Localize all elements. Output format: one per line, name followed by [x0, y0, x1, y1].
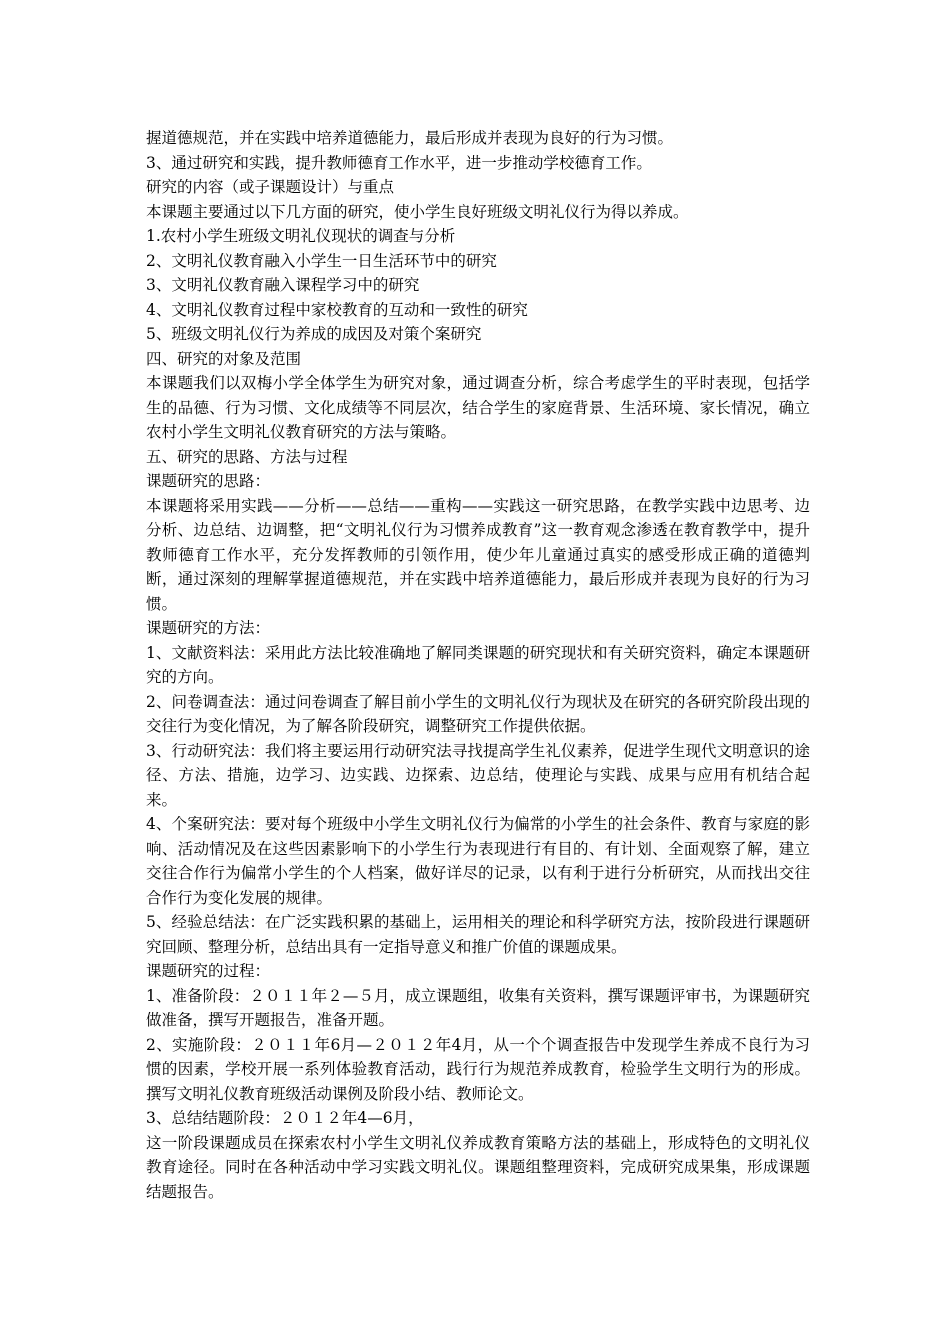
content-item-1: 1.农村小学生班级文明礼仪现状的调查与分析	[146, 227, 456, 245]
process-item-1: 1、准备阶段：２０１１年２—５月，成立课题组，收集有关资料，撰写课题评审书，为课题研究做准备，撰写开题报告，准备开题。	[146, 986, 810, 1029]
method-item-2: 2、问卷调查法：通过问卷调查了解目前小学生的文明礼仪行为现状及在研究的各研究阶段出现的交往行为变化情况，为了解各阶段研究，调整研究工作提供依据。	[146, 692, 810, 735]
objective-item-3: 3、通过研究和实践，提升教师德育工作水平，进一步推动学校德育工作。	[146, 153, 652, 172]
process-item-3: 3、总结结题阶段：２０１２年4—6月，	[146, 1109, 424, 1127]
section-heading-objects: 四、研究的对象及范围	[146, 349, 302, 368]
method-item-4: 4、个案研究法：要对每个班级中小学生文明礼仪行为偏常的小学生的社会条件、教育与家庭的影响、活动情况及在这些因素影响下的小学生行为表现进行有目的、有计划、全面观察了解，建立交往合作行为偏常小学生的个人档案，做好详尽的记录，以有利于进行分析研究，从而找出交往合作行为变化发展的规律。	[146, 815, 810, 907]
objects-paragraph: 本课题我们以双梅小学全体学生为研究对象，通过调查分析，综合考虑学生的平时表现，包括学生的品德、行为习惯、文化成绩等不同层次，结合学生的家庭背景、生活环境、家长情况，确立农村小学生文明礼仪教育研究的方法与策略。	[146, 374, 810, 441]
content-item-5: 5、班级文明礼仪行为养成的成因及对策个案研究	[146, 325, 482, 343]
content-item-2: 2、文明礼仪教育融入小学生一日生活环节中的研究	[146, 251, 497, 270]
subheading-process: 课题研究的过程：	[146, 962, 271, 980]
method-item-1: 1、文献资料法：采用此方法比较准确地了解同类课题的研究现状和有关研究资料，确定本课题研究的方向。	[146, 643, 810, 686]
section-heading-content: 研究的内容（或子课题设计）与重点	[146, 178, 395, 196]
process-conclusion: 这一阶段课题成员在探索农村小学生文明礼仪养成教育策略方法的基础上，形成特色的文明礼仪教育途径。同时在各种活动中学习实践文明礼仪。课题组整理资料，完成研究成果集，形成课题结题报告。	[146, 1133, 810, 1201]
process-item-2: 2、实施阶段：２０１１年6月—２０１２年4月，从一个个调查报告中发现学生养成不良行为习惯的因素，学校开展一系列体验教育活动，践行行为规范养成教育，检验学生文明行为的形成。撰写文明礼仪教育班级活动课例及阶段小结、教师论文。	[146, 1035, 810, 1103]
subheading-approach: 课题研究的思路：	[146, 472, 271, 490]
approach-paragraph: 本课题将采用实践——分析——总结——重构——实践这一研究思路，在教学实践中边思考、边分析、边总结、边调整，把“文明礼仪行为习惯养成教育”这一教育观念渗透在教育教学中，提升教师德育工作水平，充分发挥教师的引领作用，使少年儿童通过真实的感受形成正确的道德判断，通过深刻的理解掌握道德规范，并在实践中培养道德能力，最后形成并表现为良好的行为习惯。	[146, 496, 810, 613]
section-heading-methods: 五、研究的思路、方法与过程	[146, 447, 348, 466]
document-page	[146, 126, 810, 1204]
content-intro: 本课题主要通过以下几方面的研究，使小学生良好班级文明礼仪行为得以养成。	[146, 202, 689, 221]
paragraph-continuation: 握道德规范，并在实践中培养道德能力，最后形成并表现为良好的行为习惯。	[146, 129, 674, 147]
method-item-3: 3、行动研究法：我们将主要运用行动研究法寻找提高学生礼仪素养，促进学生现代文明意识的途径、方法、措施，边学习、边实践、边探索、边总结，使理论与实践、成果与应用有机结合起来。	[146, 741, 810, 809]
method-item-5: 5、经验总结法：在广泛实践积累的基础上，运用相关的理论和科学研究方法，按阶段进行课题研究回顾、整理分析，总结出具有一定指导意义和推广价值的课题成果。	[146, 913, 810, 956]
content-item-4: 4、文明礼仪教育过程中家校教育的互动和一致性的研究	[146, 300, 528, 319]
subheading-methods: 课题研究的方法：	[146, 619, 271, 637]
content-item-3: 3、文明礼仪教育融入课程学习中的研究	[146, 276, 420, 294]
